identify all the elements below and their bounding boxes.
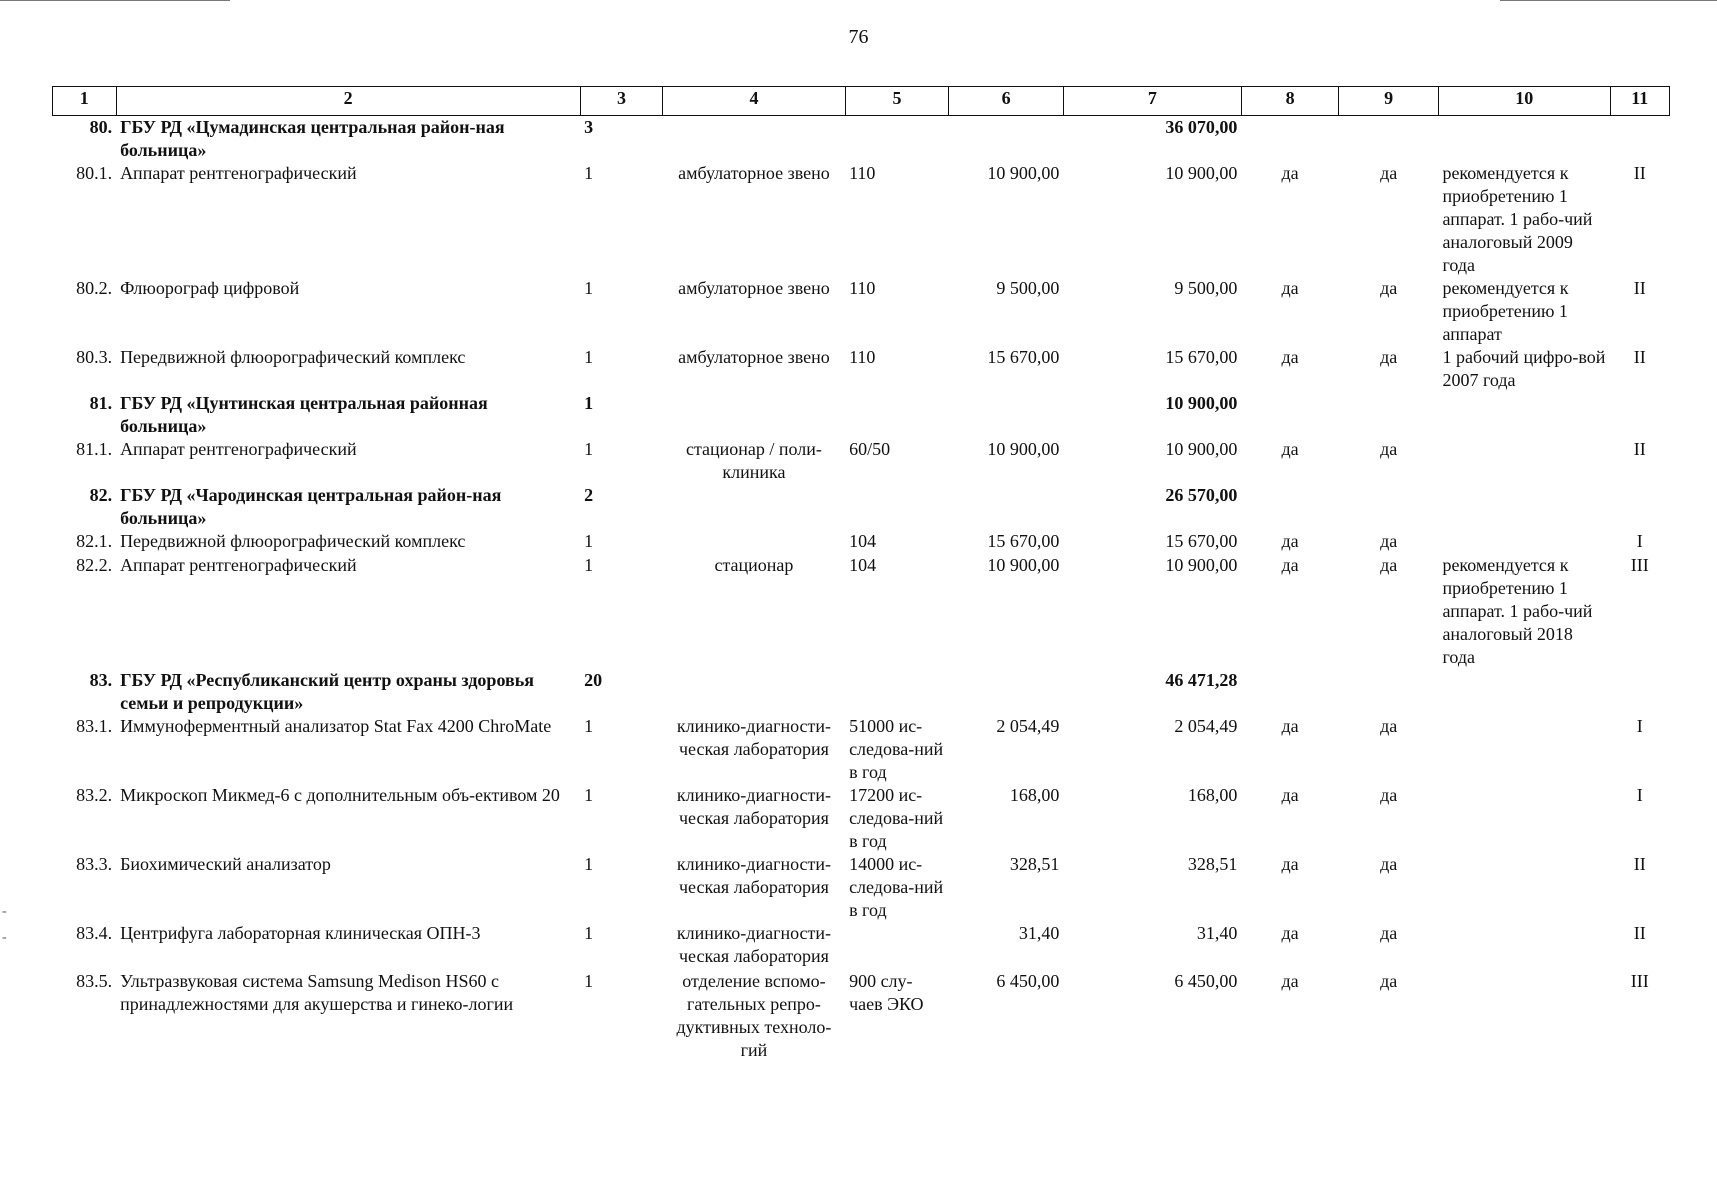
row-department <box>663 116 845 163</box>
row-note <box>1438 853 1610 922</box>
row-priority <box>1610 392 1669 438</box>
row-department: клинико-диагности-ческая лаборатория <box>676 923 832 966</box>
row-load <box>845 116 949 163</box>
row-department: стационар <box>714 555 794 575</box>
table-header-row <box>53 87 1670 116</box>
row-load: 60/50 <box>849 439 891 459</box>
row-quantity: 1 <box>584 531 594 551</box>
row-name: Аппарат рентгенографический <box>120 163 357 183</box>
row-unit-price: 31,40 <box>1018 923 1060 943</box>
row-department <box>663 530 845 554</box>
row-number: 83.4. <box>76 923 113 943</box>
row-unit-price <box>949 392 1063 438</box>
table-row <box>53 554 1670 669</box>
row-department <box>663 669 845 715</box>
row-quantity: 2 <box>584 485 594 505</box>
organization-row <box>53 484 1670 530</box>
row-priority: II <box>1633 923 1646 943</box>
row-col9: да <box>1380 439 1398 459</box>
row-col8: да <box>1281 278 1299 298</box>
row-col8 <box>1241 116 1338 163</box>
row-unit-price: 10 900,00 <box>987 555 1060 575</box>
scan-edge-line <box>0 0 230 1</box>
table-row <box>53 784 1670 853</box>
row-load <box>845 484 949 530</box>
row-load: 900 слу-чаев ЭКО <box>849 971 924 1014</box>
table-body <box>53 116 1670 1063</box>
row-note: рекомендуется к приобретению 1 аппарат <box>1442 278 1569 344</box>
row-load: 17200 ис-следова-ний в год <box>849 785 944 851</box>
row-quantity: 1 <box>584 971 594 991</box>
row-col9: да <box>1380 531 1398 551</box>
row-col8: да <box>1281 716 1299 736</box>
row-department: клинико-диагности-ческая лаборатория <box>676 854 832 897</box>
table-row <box>53 438 1670 484</box>
row-col9 <box>1339 669 1439 715</box>
row-load <box>845 669 949 715</box>
column-header: 6 <box>949 87 1063 116</box>
row-number: 80.2. <box>76 278 113 298</box>
column-header: 1 <box>53 87 117 116</box>
row-unit-price <box>949 669 1063 715</box>
equipment-table <box>52 86 1670 1062</box>
row-name: Флюорограф цифровой <box>120 278 300 298</box>
row-unit-price: 168,00 <box>1009 785 1060 805</box>
row-number: 83.2. <box>76 785 113 805</box>
column-header: 5 <box>845 87 949 116</box>
row-total: 31,40 <box>1196 923 1238 943</box>
row-total: 10 900,00 <box>1165 393 1238 413</box>
row-quantity: 20 <box>584 670 603 690</box>
row-name: Передвижной флюорографический комплекс <box>120 531 466 551</box>
row-col9: да <box>1380 163 1398 183</box>
row-col9: да <box>1380 716 1398 736</box>
row-col8 <box>1241 669 1338 715</box>
row-col9: да <box>1380 923 1398 943</box>
column-header: 10 <box>1438 87 1610 116</box>
row-priority: I <box>1636 716 1643 736</box>
row-total: 46 471,28 <box>1165 670 1238 690</box>
row-note <box>1438 784 1610 853</box>
row-name: ГБУ РД «Республиканский центр охраны здоровья семьи и репродукции» <box>120 670 534 713</box>
row-col8: да <box>1281 531 1299 551</box>
row-name: Биохимический анализатор <box>120 854 331 874</box>
row-col8: да <box>1281 439 1299 459</box>
row-note <box>1438 484 1610 530</box>
row-department: амбулаторное звено <box>678 278 830 298</box>
column-header: 7 <box>1063 87 1241 116</box>
row-number: 81. <box>89 393 113 413</box>
row-col8: да <box>1281 854 1299 874</box>
row-load: 110 <box>849 347 876 367</box>
row-quantity: 1 <box>584 785 594 805</box>
row-col9 <box>1339 392 1439 438</box>
row-name: Аппарат рентгенографический <box>120 555 357 575</box>
row-quantity: 1 <box>584 393 594 413</box>
row-quantity: 1 <box>584 854 594 874</box>
row-load <box>845 392 949 438</box>
row-unit-price: 10 900,00 <box>987 439 1060 459</box>
row-note <box>1438 922 1610 970</box>
row-col8: да <box>1281 785 1299 805</box>
table-row <box>53 922 1670 970</box>
row-quantity: 1 <box>584 163 594 183</box>
row-name: Центрифуга лабораторная клиническая ОПН-3 <box>120 923 481 943</box>
row-priority: II <box>1633 278 1646 298</box>
row-number: 83.1. <box>76 716 113 736</box>
row-col9: да <box>1380 971 1398 991</box>
row-department: стационар / поли-клиника <box>685 439 822 482</box>
organization-row <box>53 116 1670 163</box>
row-total: 15 670,00 <box>1165 531 1238 551</box>
row-priority: II <box>1633 439 1646 459</box>
row-number: 82.1. <box>76 531 113 551</box>
table-row <box>53 715 1670 784</box>
row-total: 328,51 <box>1187 854 1238 874</box>
row-department: клинико-диагности-ческая лаборатория <box>676 785 832 828</box>
row-name: ГБУ РД «Чародинская центральная район-ная больница» <box>120 485 502 528</box>
row-department: отделение вспомо-гательных репро-дуктивных техноло-гий <box>676 971 832 1060</box>
row-name: ГБУ РД «Цумадинская центральная район-ная больница» <box>120 117 505 160</box>
table-row <box>53 853 1670 922</box>
row-load: 104 <box>849 555 877 575</box>
row-number: 83.3. <box>76 854 113 874</box>
row-total: 36 070,00 <box>1165 117 1238 137</box>
row-note <box>1438 116 1610 163</box>
row-quantity: 1 <box>584 923 594 943</box>
row-note <box>1438 438 1610 484</box>
row-number: 83. <box>89 670 113 690</box>
row-note <box>1438 970 1610 1062</box>
table-row <box>53 970 1670 1062</box>
row-priority: I <box>1636 531 1643 551</box>
table-row <box>53 277 1670 346</box>
scan-edge-line <box>1500 0 1717 1</box>
table-row <box>53 530 1670 554</box>
row-load <box>845 922 949 970</box>
row-priority: II <box>1633 347 1646 367</box>
row-col8: да <box>1281 923 1299 943</box>
row-quantity: 3 <box>584 117 594 137</box>
row-priority <box>1610 484 1669 530</box>
row-col9: да <box>1380 854 1398 874</box>
row-unit-price: 10 900,00 <box>987 163 1060 183</box>
row-load: 110 <box>849 278 876 298</box>
row-name: Передвижной флюорографический комплекс <box>120 347 466 367</box>
row-priority <box>1610 669 1669 715</box>
row-number: 80.3. <box>76 347 113 367</box>
row-department: клинико-диагности-ческая лаборатория <box>676 716 832 759</box>
organization-row <box>53 392 1670 438</box>
row-unit-price <box>949 484 1063 530</box>
page-number: 76 <box>848 26 869 48</box>
row-note <box>1438 392 1610 438</box>
row-note: 1 рабочий цифро-вой 2007 года <box>1442 347 1606 390</box>
row-col8: да <box>1281 163 1299 183</box>
row-name: ГБУ РД «Цунтинская центральная районная больница» <box>120 393 488 436</box>
row-total: 10 900,00 <box>1165 555 1238 575</box>
row-quantity: 1 <box>584 278 594 298</box>
row-quantity: 1 <box>584 716 594 736</box>
row-unit-price: 6 450,00 <box>996 971 1060 991</box>
row-col8 <box>1241 392 1338 438</box>
row-note <box>1438 715 1610 784</box>
row-number: 82.2. <box>76 555 113 575</box>
row-department <box>663 484 845 530</box>
row-col8 <box>1241 484 1338 530</box>
row-priority: I <box>1636 785 1643 805</box>
row-unit-price: 15 670,00 <box>987 531 1060 551</box>
row-note <box>1438 530 1610 554</box>
row-col9: да <box>1380 555 1398 575</box>
row-col9: да <box>1380 347 1398 367</box>
row-total: 26 570,00 <box>1165 485 1238 505</box>
row-load: 51000 ис-следова-ний в год <box>849 716 944 782</box>
row-load: 110 <box>849 163 876 183</box>
row-note <box>1438 669 1610 715</box>
row-total: 168,00 <box>1187 785 1238 805</box>
row-col9: да <box>1380 278 1398 298</box>
row-quantity: 1 <box>584 439 594 459</box>
row-total: 10 900,00 <box>1165 163 1238 183</box>
row-unit-price: 2 054,49 <box>996 716 1060 736</box>
row-total: 15 670,00 <box>1165 347 1238 367</box>
column-header: 8 <box>1241 87 1338 116</box>
scan-mark: - <box>2 930 7 945</box>
column-header: 11 <box>1610 87 1669 116</box>
row-name: Микроскоп Микмед-6 с дополнительным объ-ективом 20 <box>120 785 560 805</box>
row-department <box>663 392 845 438</box>
column-header: 3 <box>580 87 663 116</box>
row-department: амбулаторное звено <box>678 347 830 367</box>
row-load: 104 <box>849 531 877 551</box>
table-row <box>53 346 1670 392</box>
organization-row <box>53 669 1670 715</box>
row-name: Аппарат рентгенографический <box>120 439 357 459</box>
row-col9 <box>1339 484 1439 530</box>
row-unit-price: 9 500,00 <box>996 278 1060 298</box>
row-number: 80. <box>89 117 113 137</box>
row-name: Ультразвуковая система Samsung Medison HS60 с принадлежностями для акушерства и гинеко-логии <box>120 971 514 1014</box>
row-total: 6 450,00 <box>1174 971 1238 991</box>
column-header: 9 <box>1339 87 1439 116</box>
row-priority: III <box>1630 971 1649 991</box>
row-unit-price: 15 670,00 <box>987 347 1060 367</box>
row-department: амбулаторное звено <box>678 163 830 183</box>
table-row <box>53 162 1670 277</box>
row-col9: да <box>1380 785 1398 805</box>
row-name: Иммуноферментный анализатор Stat Fax 4200 ChroMate <box>120 716 552 736</box>
row-col8: да <box>1281 347 1299 367</box>
row-col8: да <box>1281 971 1299 991</box>
row-quantity: 1 <box>584 347 594 367</box>
column-header: 4 <box>663 87 845 116</box>
row-priority <box>1610 116 1669 163</box>
row-number: 81.1. <box>76 439 113 459</box>
row-number: 82. <box>89 485 113 505</box>
row-note: рекомендуется к приобретению 1 аппарат. 1 рабо-чий аналоговый 2018 года <box>1442 555 1593 667</box>
row-col9 <box>1339 116 1439 163</box>
row-col8: да <box>1281 555 1299 575</box>
row-priority: II <box>1633 854 1646 874</box>
row-number: 80.1. <box>76 163 113 183</box>
row-quantity: 1 <box>584 555 594 575</box>
row-unit-price: 328,51 <box>1009 854 1060 874</box>
scan-mark: - <box>2 904 7 919</box>
row-number: 83.5. <box>76 971 113 991</box>
row-unit-price <box>949 116 1063 163</box>
row-note: рекомендуется к приобретению 1 аппарат. 1 рабо-чий аналоговый 2009 года <box>1442 163 1593 275</box>
row-total: 2 054,49 <box>1174 716 1238 736</box>
row-total: 10 900,00 <box>1165 439 1238 459</box>
row-load: 14000 ис-следова-ний в год <box>849 854 944 920</box>
row-total: 9 500,00 <box>1174 278 1238 298</box>
row-priority: II <box>1633 163 1646 183</box>
row-priority: III <box>1630 555 1649 575</box>
column-header: 2 <box>116 87 580 116</box>
